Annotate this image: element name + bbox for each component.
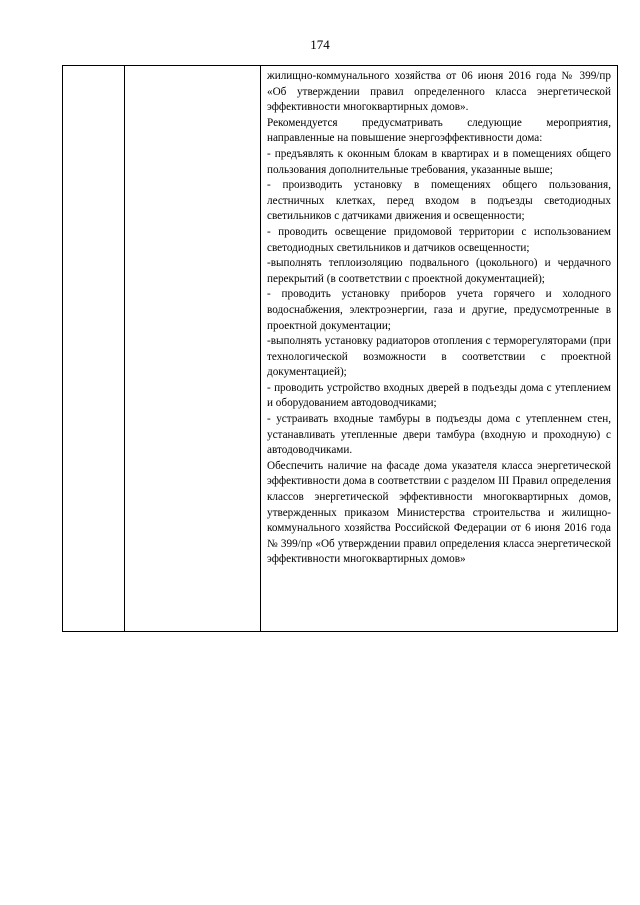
paragraph-recommendation-intro: Рекомендуется предусматривать следующие мероприятия, направленные на повышение энергоэффективности дома: [267,116,611,145]
list-item-outdoor-lighting: - проводить освещение придомовой территории с использованием светодиодных светильников и датчиков освещенности; [267,225,611,254]
paragraph-order-reference: жилищно-коммунального хозяйства от 06 июня 2016 года № 399/пр «Об утверждении правил определенного класса энергетической эффективности многоквартирных домов». [267,70,611,114]
table-cell-col-2 [125,66,261,631]
paragraph-energy-class-sign: Обеспечить наличие на фасаде дома указателя класса энергетической эффективности дома в соответствии с разделом III Правил определения классов энергетической эффективности многоквартирных домов, утвержденных приказом Министерства строительства и жилищно-коммунального хозяйства Российской Федерации от 6 июня 2016 года № 399/пр «Об утверждении правил определения класса энергетической эффективности многоквартирных домов» [267,459,611,566]
list-item-insulation: -выполнять теплоизоляцию подвального (цокольного) и чердачного перекрытий (в соответствии с проектной документацией); [267,257,611,285]
list-item-radiators: -выполнять установку радиаторов отопления с терморегуляторами (при технологической возможности в соответствии с проектной документацией); [267,335,611,379]
list-item-entrance-doors: - проводить устройство входных дверей в подъезды дома с утеплением и оборудованием автодоводчиками; [267,381,611,410]
document-table [62,65,618,632]
table-cell-col-3 [261,66,617,631]
page-number: 174 [310,37,330,52]
list-item-meters: - проводить установку приборов учета горячего и холодного водоснабжения, электроэнергии, газа и другие, предусмотренные в проектной документации; [267,288,611,332]
list-item-window-blocks: - предъявлять к оконным блокам в квартирах и в помещениях общего пользования дополнительные требования, указанные выше; [267,147,611,176]
table-cell-col-1 [63,66,125,631]
list-item-vestibules: - устраивать входные тамбуры в подъезды дома с утепленнем стен, устанавливать утепленные двери тамбура (входную и проходную) с автодоводчиками. [267,413,611,457]
list-item-led-lights: - производить установку в помещениях общего пользования, лестничных клетках, перед входом в подъезды светодиодных светильников с датчиками движения и освещенности; [267,179,611,223]
